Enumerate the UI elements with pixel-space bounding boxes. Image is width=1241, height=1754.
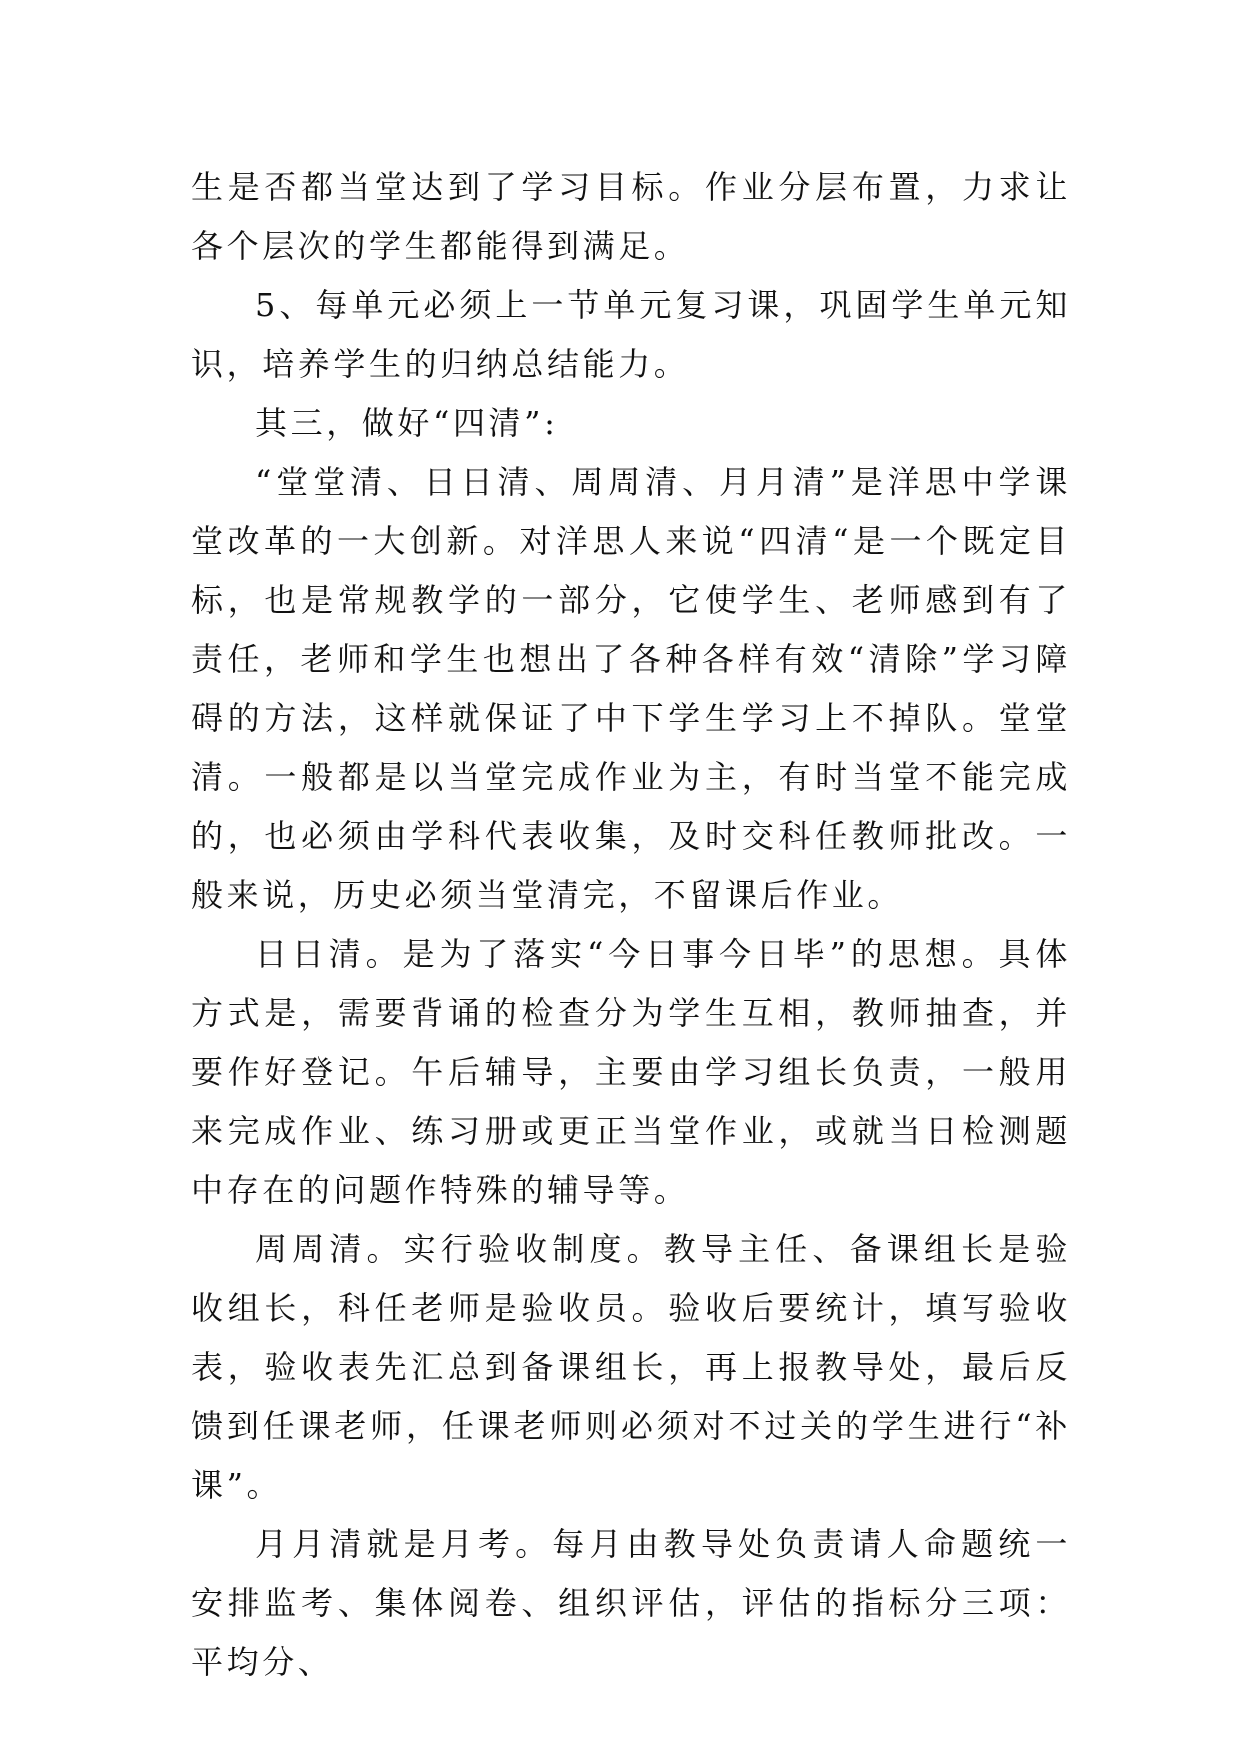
paragraph-1: 生是否都当堂达到了学习目标。作业分层布置，力求让各个层次的学生都能得到满足。 — [191, 168, 1071, 265]
document-body — [191, 158, 1071, 1692]
paragraph-5: 日日清。是为了落实“今日事今日毕”的思想。具体方式是，需要背诵的检查分为学生互相，教师抽查，并要作好登记。午后辅导，主要由学习组长负责，一般用来完成作业、练习册或更正当堂作业，或就当日检测题中存在的问题作特殊的辅导等。 — [191, 935, 1071, 1209]
paragraph-2: 5、每单元必须上一节单元复习课，巩固学生单元知识，培养学生的归纳总结能力。 — [191, 286, 1071, 383]
paragraph-6: 周周清。实行验收制度。教导主任、备课组长是验收组长，科任老师是验收员。验收后要统计，填写验收表，验收表先汇总到备课组长，再上报教导处，最后反馈到任课老师，任课老师则必须对不过关的学生进行“补课”。 — [191, 1230, 1071, 1504]
paragraph-3: 其三，做好“四清”: — [255, 404, 559, 442]
paragraph-4: “堂堂清、日日清、周周清、月月清”是洋思中学课堂改革的一大创新。对洋思人来说“四清“是一个既定目标，也是常规教学的一部分，它使学生、老师感到有了责任，老师和学生也想出了各种各样有效“清除”学习障碍的方法，这样就保证了中下学生学习上不掉队。堂堂清。一般都是以当堂完成作业为主，有时当堂不能完成的，也必须由学科代表收集，及时交科任教师批改。一般来说，历史必须当堂清完，不留课后作业。 — [191, 463, 1071, 914]
paragraph-7: 月月清就是月考。每月由教导处负责请人命题统一安排监考、集体阅卷、组织评估，评估的指标分三项：平均分、 — [191, 1525, 1071, 1681]
